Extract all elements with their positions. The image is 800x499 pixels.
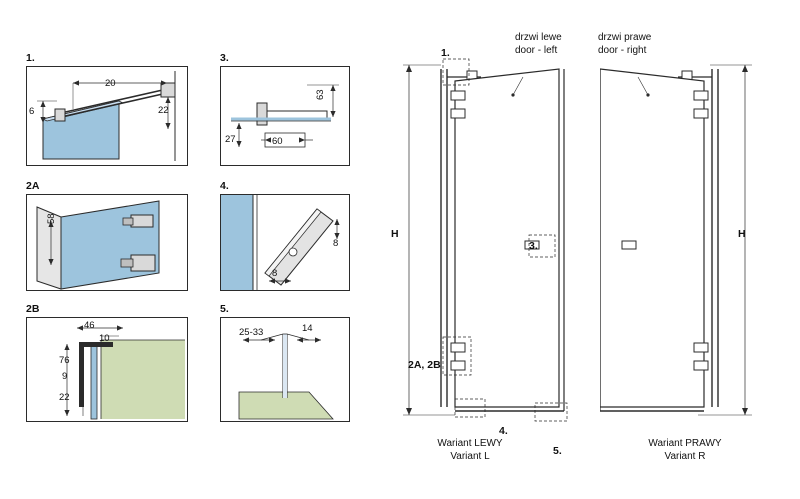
detail-3-dim-60: 60	[272, 136, 283, 147]
right-height-label: H	[738, 228, 746, 240]
left-assembly-drawing	[395, 55, 595, 430]
detail-1-dim-6: 6	[29, 106, 35, 117]
detail-3-dim-27: 27	[225, 134, 236, 145]
detail-2b-number: 2B	[26, 303, 40, 315]
detail-5-dim-14: 14	[302, 323, 313, 334]
left-callout-1: 1.	[441, 47, 450, 59]
detail-1-number: 1.	[26, 52, 35, 64]
detail-2b-dim-22: 22	[59, 392, 70, 403]
detail-2b-dim-76: 76	[59, 355, 70, 366]
left-variant-caption-en: Variant L	[450, 451, 490, 462]
left-door-header-pl: drzwi lewe	[515, 32, 562, 43]
detail-4-panel	[220, 194, 350, 291]
right-variant-caption-pl: Wariant PRAWY	[648, 438, 722, 449]
right-door-header-en: door - right	[598, 45, 647, 56]
detail-5-dim-25-33: 25-33	[239, 327, 264, 338]
detail-4-dim-8-horiz: 8	[272, 268, 278, 279]
detail-2b-dim-9: 9	[62, 371, 68, 382]
left-variant-caption-pl: Wariant LEWY	[437, 438, 503, 449]
left-callout-5: 5.	[553, 445, 562, 457]
left-callout-2a-2b: 2A, 2B	[408, 359, 441, 371]
detail-1-dim-22: 22	[158, 105, 169, 116]
detail-2a-number: 2A	[26, 180, 40, 192]
detail-1-dim-20: 20	[105, 78, 116, 89]
detail-5-number: 5.	[220, 303, 229, 315]
detail-2a-panel	[26, 194, 188, 291]
right-variant-caption-en: Variant R	[664, 451, 706, 462]
left-height-label: H	[391, 228, 399, 240]
detail-4-number: 4.	[220, 180, 229, 192]
left-door-header-en: door - left	[515, 45, 558, 56]
detail-2b-dim-10: 10	[99, 333, 110, 344]
detail-3-panel	[220, 66, 350, 166]
left-callout-3: 3.	[529, 240, 538, 252]
detail-2b-dim-46: 46	[84, 320, 95, 331]
detail-2a-dim-58: 58	[46, 213, 57, 224]
detail-4-dim-8-vert: 8	[333, 238, 339, 249]
right-door-header-pl: drzwi prawe	[598, 32, 652, 43]
right-assembly-drawing	[600, 55, 760, 430]
detail-3-number: 3.	[220, 52, 229, 64]
left-callout-4: 4.	[499, 425, 508, 437]
detail-3-dim-63: 63	[315, 89, 326, 100]
